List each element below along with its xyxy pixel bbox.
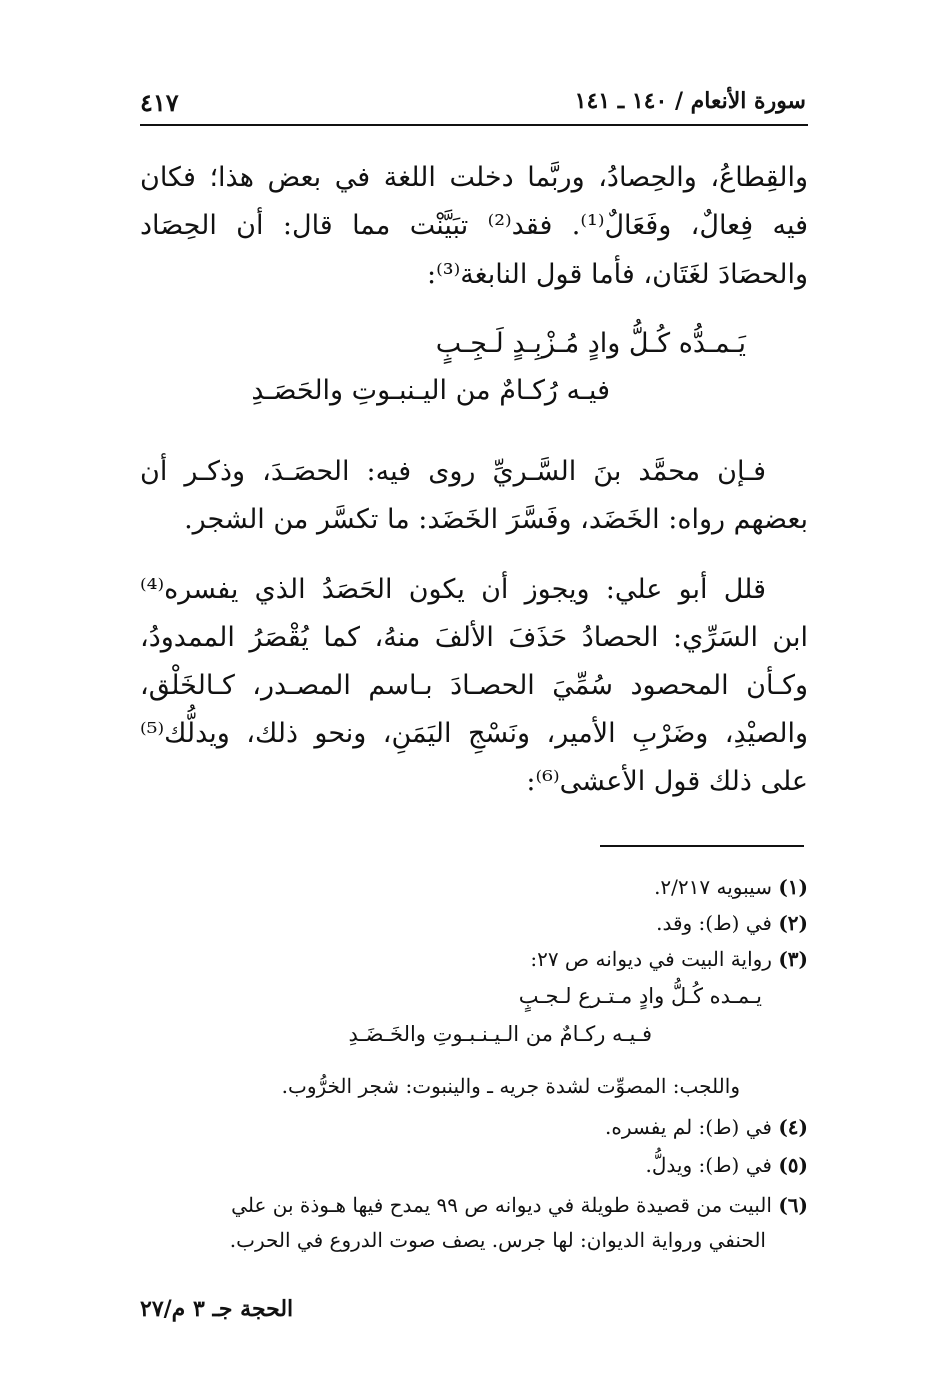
para2-line2: بعضهم رواه: الخَضَد، وفَسَّرَ الخَضَد: ما تكسَّر من الشجر. [184,504,808,535]
footnote-4 [605,1112,808,1142]
para3-line2: ابن السَرِّي: الحصادُ حَذَفَ الألفَ منهُ، كما يُقْصَرُ الممدودُ، [140,622,808,653]
footnote-1-number: (١) [778,875,808,899]
para1-line3: والحصَادَ لغَتَان، فأما قول النابغة⁽³⁾: [427,259,808,290]
footnote-5 [646,1150,808,1180]
header-rule [140,124,808,126]
footnote-separator [600,845,804,847]
footnote-3-text: رواية البيت في ديوانه ص ٢٧: [530,947,772,971]
para3-line1: قلل أبو علي: ويجوز أن يكون الحَصَدُ الذي يفسره⁽⁴⁾ [140,574,766,605]
footnote-6 [231,1190,808,1220]
footnote-6-text: البيت من قصيدة طويلة في ديوانه ص ٩٩ يمدح فيها هـوذة بن علي [231,1193,772,1217]
verse1-line2: فيـه رُكـامٌ من اليـنبـوتِ والحَصَـدِ [251,375,610,406]
footnote-3-number: (٣) [778,947,808,971]
para3-line3: وكـأن المحصود سُمِّيَ الحصـادَ بـاسم المصـدر، كـالخَلْق، [140,670,808,701]
verse1-line1: يَـمـدُّه كُـلُّ وادٍ مُـزْبِـدٍ لَـجِـبٍ [435,328,746,359]
page-number: ٤١٧ [140,88,179,117]
footnote-6-number: (٦) [778,1193,808,1217]
footnote-1-text: سيبويه ٢/٢١٧. [654,875,772,899]
footnote-3-verse-line2: فـيـه ركـامٌ من الـيـنـبـوتِ والخَـضَـدِ [348,1022,652,1046]
para3-line5: على ذلك قول الأعشى⁽⁶⁾: [526,766,808,797]
footnote-1 [654,872,808,902]
footnote-3-gloss: واللجب: المصوِّت لشدة جريه ـ والينبوت: شجر الخرُّوب. [281,1074,740,1098]
para1-line2: فيه فِعالٌ، وفَعَالٌ⁽¹⁾. فقد⁽²⁾ تبَيَّنْت مما قال: أن الحِصَاد [140,210,808,241]
footnote-2-number: (٢) [778,911,808,935]
footnote-5-number: (٥) [778,1153,808,1177]
footnote-2-text: في (ط): وقد. [656,911,772,935]
para2-line1: فـإن محمَّد بنَ السَّـريِّ روى فيه: الحصَـدَ، وذكـر أن [140,456,766,487]
footnote-4-number: (٤) [778,1115,808,1139]
running-title: سورة الأنعام / ١٤٠ ـ ١٤١ [574,88,806,114]
footnote-2 [656,908,808,938]
footnote-5-text: في (ط): ويدلُّ. [645,1153,772,1177]
footnote-3-verse-line1: يـمـده كُـلُّ وادٍ مـتـرع لـجـبٍ [518,984,762,1008]
signature-mark: الحجة جـ ٣ م/٢٧ [140,1296,294,1322]
para1-line1: والقِطاعُ، والحِصادُ، وربَّما دخلت اللغة في بعض هذا؛ فكان [140,162,808,193]
footnote-6-continuation: الحنفي ورواية الديوان: لها جرس. يصف صوت الدروع في الحرب. [229,1228,766,1252]
footnote-4-text: في (ط): لم يفسره. [605,1115,772,1139]
para3-line4: والصيْدِ، وضَرْبِ الأمير، ونَسْجِ اليَمَنِ، ونحو ذلك، ويدلُّك⁽⁵⁾ [140,718,808,749]
footnote-3 [530,944,808,974]
